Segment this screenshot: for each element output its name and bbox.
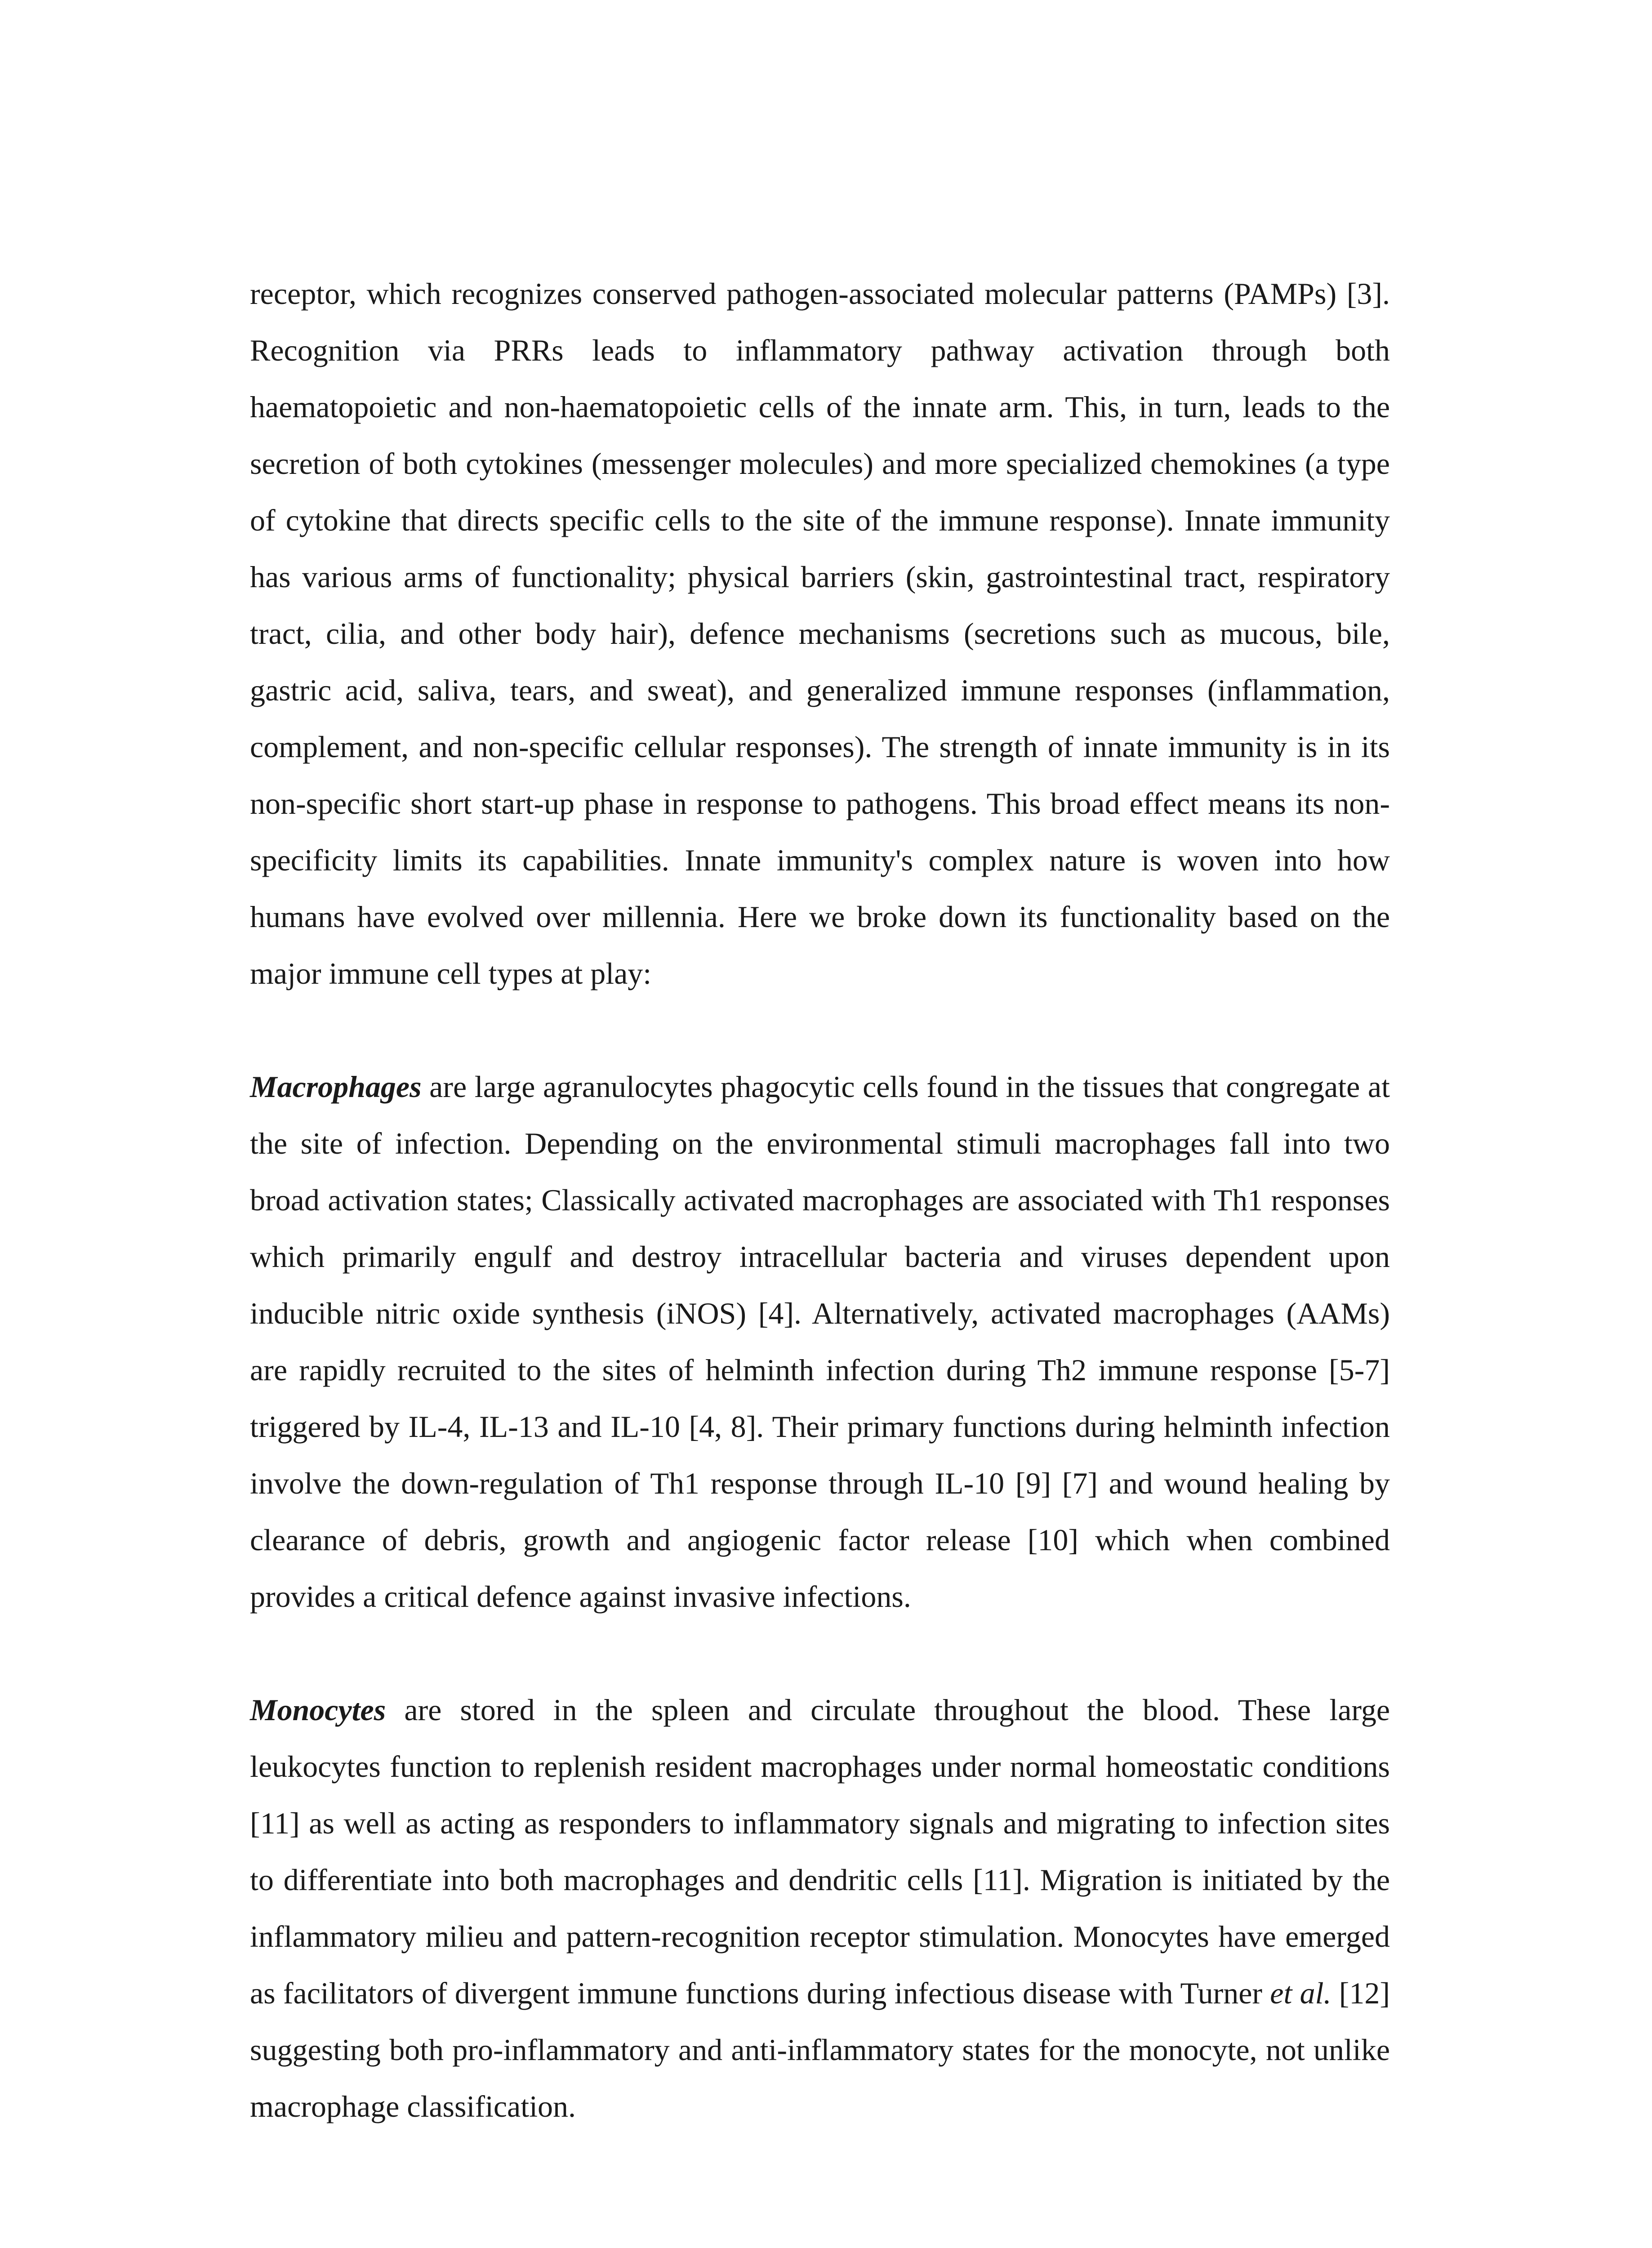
paragraph-monocytes	[250, 1682, 1390, 2135]
term-macrophages: Macrophages	[250, 1070, 422, 1104]
term-monocytes: Monocytes	[250, 1693, 386, 1727]
citation-et-al: et al.	[1270, 1976, 1331, 2010]
monocytes-text-after: [12] suggesting both pro-inflammatory and anti-inflammatory states for the monocyte, not unlike macrophage classification.	[250, 1976, 1390, 2123]
body-text	[250, 265, 1390, 2135]
monocytes-text-before: are stored in the spleen and circulate throughout the blood. These large leukocytes function to replenish resident macrophages under normal homeostatic conditions [11] as well as acting as responders to inflammatory signals and migrating to infection sites to differentiate into both macrophages and dendritic cells [11]. Migration is initiated by the inflammatory milieu and pattern-recognition receptor stimulation. Monocytes have emerged as facilitators of divergent immune functions during infectious disease with Turner	[250, 1693, 1390, 2010]
macrophages-text: are large agranulocytes phagocytic cells found in the tissues that congregate at the site of infection. Depending on the environmental stimuli macrophages fall into two broad activation states; Classically activated macrophages are associated with Th1 responses which primarily engulf and destroy intracellular bacteria and viruses dependent upon inducible nitric oxide synthesis (iNOS) [4]. Alternatively, activated macrophages (AAMs) are rapidly recruited to the sites of helminth infection during Th2 immune response [5-7] triggered by IL-4, IL-13 and IL-10 [4, 8]. Their primary functions during helminth infection involve the down-regulation of Th1 response through IL-10 [9] [7] and wound healing by clearance of debris, growth and angiogenic factor release [10] which when combined provides a critical defence against invasive infections.	[250, 1070, 1390, 1614]
paragraph-innate-immunity: receptor, which recognizes conserved pathogen-associated molecular patterns (PAMPs) [3]. Recognition via PRRs leads to inflammatory pathway activation through both haematopoietic and non-haematopoietic cells of the innate arm. This, in turn, leads to the secretion of both cytokines (messenger molecules) and more specialized chemokines (a type of cytokine that directs specific cells to the site of the immune response). Innate immunity has various arms of functionality; physical barriers (skin, gastrointestinal tract, respiratory tract, cilia, and other body hair), defence mechanisms (secretions such as mucous, bile, gastric acid, saliva, tears, and sweat), and generalized immune responses (inflammation, complement, and non-specific cellular responses). The strength of innate immunity is in its non-specific short start-up phase in response to pathogens. This broad effect means its non-specificity limits its capabilities. Innate immunity's complex nature is woven into how humans have evolved over millennia. Here we broke down its functionality based on the major immune cell types at play:	[250, 277, 1390, 990]
paragraph-macrophages	[250, 1058, 1390, 1625]
